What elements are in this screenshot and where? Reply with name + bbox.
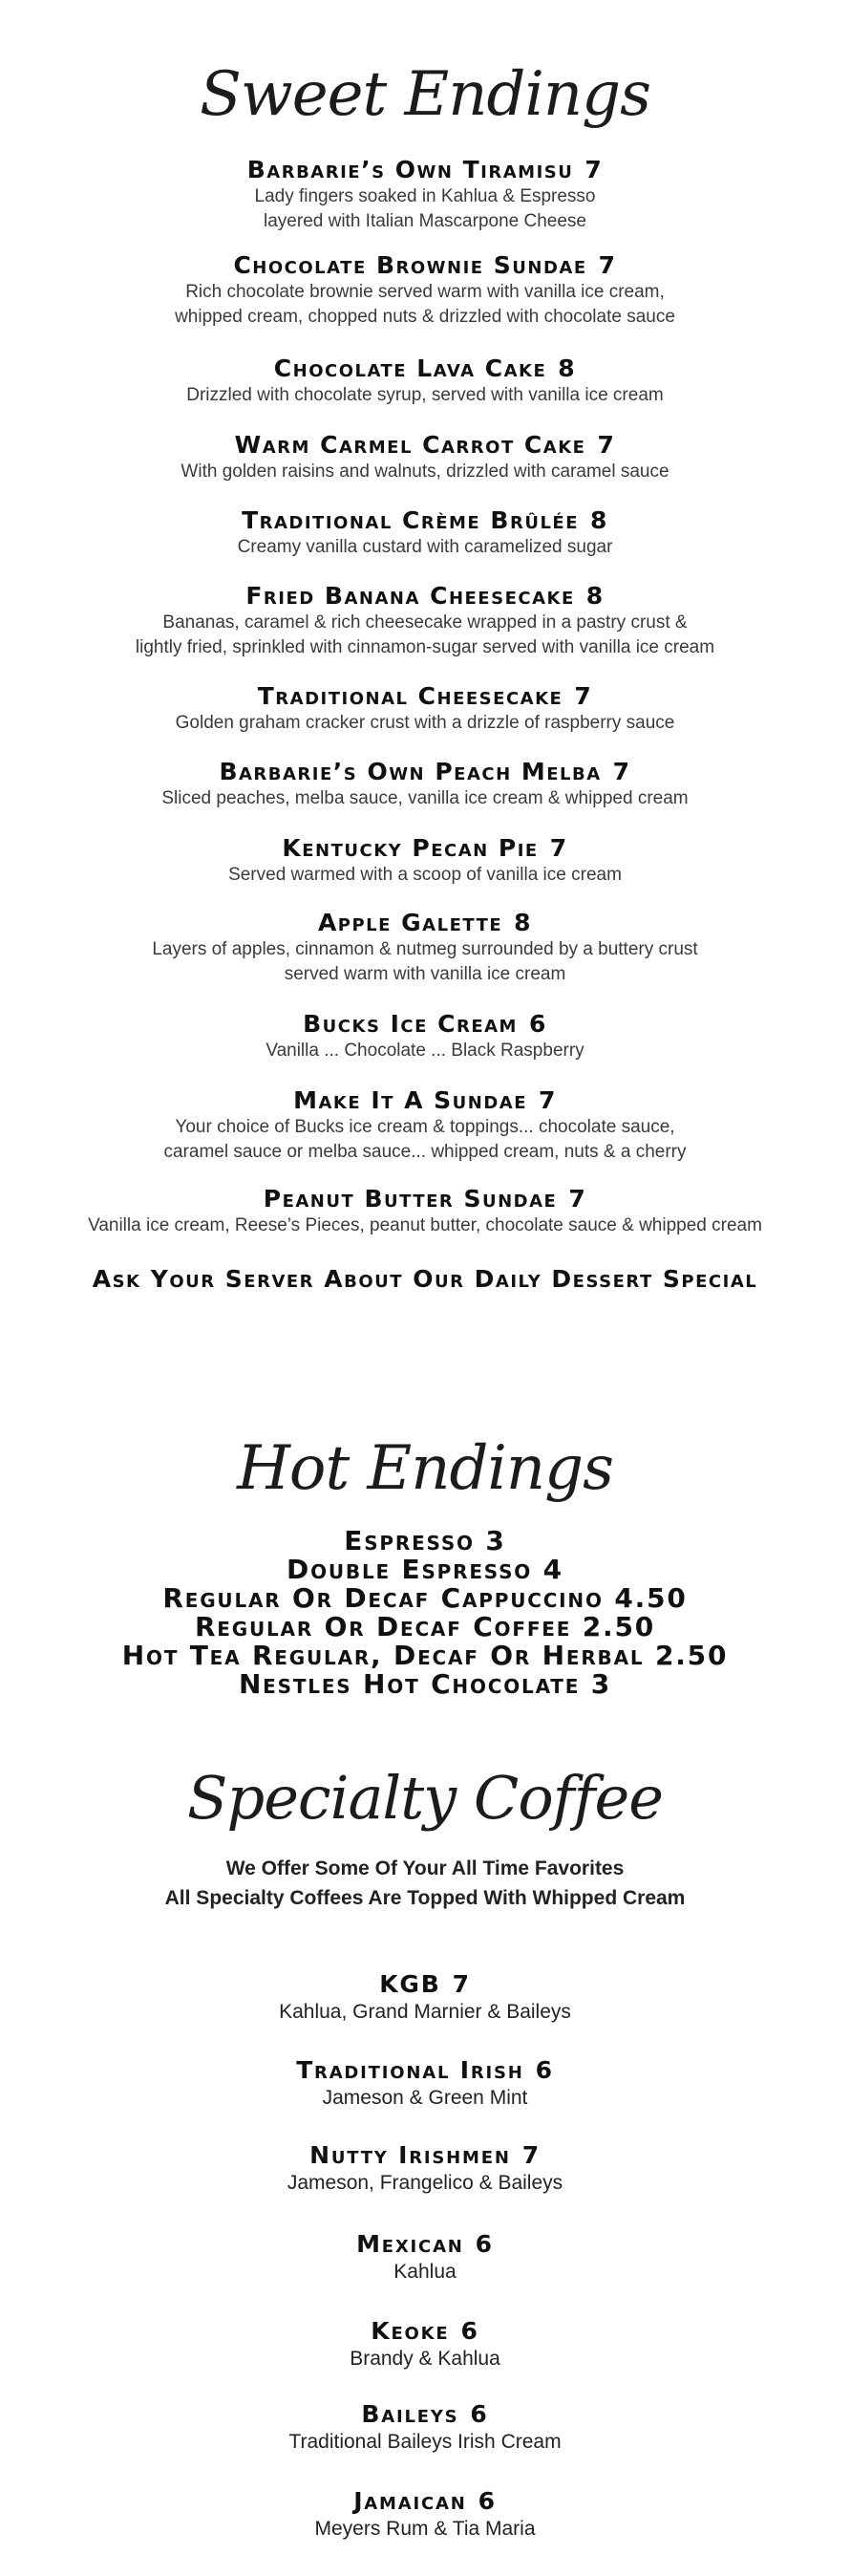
dessert-name: Fried Banana Cheesecake [245, 582, 575, 610]
coffee-name: KGB [379, 1970, 441, 1998]
dessert-item-peanut-butter-sundae [0, 1185, 850, 1238]
coffee-price: 6 [478, 2487, 497, 2515]
dessert-item-brownie-sundae [0, 251, 850, 330]
dessert-description: Rich chocolate brownie served warm with vanilla ice cream, [185, 282, 665, 302]
specialty-coffee-title: Specialty Coffee [187, 1763, 663, 1833]
dessert-description: Vanilla ice cream, Reese’s Pieces, peanut butter, chocolate sauce & whipped cream [88, 1215, 762, 1235]
dessert-name: Peanut Butter Sundae [263, 1185, 558, 1213]
hot-endings-title: Hot Endings [237, 1433, 613, 1504]
dessert-name: Make It A Sundae [293, 1086, 528, 1114]
hot-item: Double Espresso 4 [287, 1554, 563, 1585]
dessert-name: Traditional Cheesecake [257, 682, 563, 710]
dessert-item-ice-cream [0, 1010, 850, 1063]
dessert-item-creme-brulee [0, 506, 850, 560]
coffee-name: Jamaican [353, 2487, 467, 2515]
dessert-price: 7 [549, 834, 568, 862]
dessert-price: 7 [574, 682, 593, 710]
dessert-price: 7 [598, 251, 617, 279]
dessert-description: Your choice of Bucks ice cream & toppings... chocolate sauce, [175, 1117, 675, 1137]
coffee-description: Jameson & Green Mint [322, 2087, 528, 2109]
dessert-price: 7 [568, 1185, 587, 1213]
coffee-name: Mexican [356, 2230, 464, 2258]
coffee-name: Nutty Irishmen [309, 2141, 511, 2169]
dessert-name: Barbarie’s Own Tiramisu [246, 156, 574, 183]
specialty-coffee-intro [0, 1854, 850, 1913]
dessert-price: 8 [585, 582, 605, 610]
dessert-price: 6 [528, 1010, 547, 1038]
hot-item: Hot Tea Regular, Decaf Or Herbal 2.50 [121, 1640, 729, 1671]
coffee-item-keoke [0, 2317, 850, 2372]
coffee-description: Jameson, Frangelico & Baileys [287, 2172, 563, 2194]
dessert-item-tiramisu [0, 156, 850, 234]
coffee-item-nutty-irishmen [0, 2141, 850, 2197]
dessert-price: 7 [584, 156, 604, 183]
hot-item: Regular Or Decaf Coffee 2.50 [194, 1611, 656, 1642]
dessert-price: 8 [590, 506, 608, 534]
daily-special-note: Ask Your Server About Our Daily Dessert Special [92, 1265, 758, 1293]
dessert-name: Traditional Crème Brûlée [242, 506, 580, 534]
hot-endings-list [0, 1527, 850, 1699]
coffee-description: Meyers Rum & Tia Maria [314, 2518, 536, 2540]
coffee-item-jamaican [0, 2487, 850, 2543]
dessert-description: Vanilla ... Chocolate ... Black Raspberry [266, 1041, 584, 1061]
coffee-description: Kahlua, Grand Marnier & Baileys [279, 2001, 571, 2023]
dessert-price: 8 [514, 909, 533, 936]
hot-item: Regular Or Decaf Cappuccino 4.50 [162, 1582, 688, 1614]
coffee-price: 6 [470, 2400, 489, 2428]
dessert-name: Chocolate Lava Cake [273, 354, 547, 382]
dessert-description: Lady fingers soaked in Kahlua & Espresso [254, 186, 596, 206]
coffee-price: 6 [475, 2230, 494, 2258]
coffee-description: Brandy & Kahlua [350, 2348, 500, 2370]
coffee-price: 7 [452, 1970, 471, 1998]
coffee-price: 6 [460, 2317, 479, 2345]
dessert-name: Apple Galette [317, 909, 503, 936]
dessert-description: layered with Italian Mascarpone Cheese [264, 211, 586, 231]
coffee-item-mexican [0, 2230, 850, 2286]
dessert-name: Chocolate Brownie Sundae [233, 251, 587, 279]
dessert-item-apple-galette [0, 909, 850, 987]
dessert-price: 7 [539, 1086, 557, 1114]
dessert-item-make-it-a-sundae [0, 1086, 850, 1165]
dessert-description: Served warmed with a scoop of vanilla ice cream [228, 865, 622, 885]
dessert-item-cheesecake [0, 682, 850, 736]
dessert-name: Barbarie’s Own Peach Melba [219, 758, 602, 785]
dessert-price: 7 [612, 758, 631, 785]
coffee-name: Traditional Irish [296, 2056, 524, 2084]
dessert-price: 7 [597, 431, 616, 459]
coffee-item-kgb [0, 1970, 850, 2026]
intro-line: We Offer Some Of Your All Time Favorites [225, 1857, 625, 1879]
dessert-item-peach-melba [0, 758, 850, 811]
coffee-name: Keoke [371, 2317, 450, 2345]
coffee-item-traditional-irish [0, 2056, 850, 2112]
dessert-price: 8 [558, 354, 577, 382]
dessert-description: Creamy vanilla custard with caramelized sugar [237, 537, 613, 557]
dessert-description: whipped cream, chopped nuts & drizzled with chocolate sauce [175, 307, 675, 327]
hot-item: Espresso 3 [344, 1525, 506, 1556]
dessert-description: served warm with vanilla ice cream [284, 964, 566, 984]
dessert-name: Warm Carmel Carrot Cake [234, 431, 586, 459]
coffee-price: 6 [535, 2056, 554, 2084]
dessert-description: Layers of apples, cinnamon & nutmeg surrounded by a buttery crust [152, 939, 698, 959]
dessert-name: Kentucky Pecan Pie [282, 834, 539, 862]
dessert-item-carrot-cake [0, 431, 850, 484]
coffee-item-baileys [0, 2400, 850, 2456]
dessert-description: Bananas, caramel & rich cheesecake wrapped in a pastry crust & [162, 612, 688, 633]
dessert-description: Drizzled with chocolate syrup, served with vanilla ice cream [186, 385, 664, 405]
sweet-endings-title: Sweet Endings [200, 59, 650, 130]
dessert-description: caramel sauce or melba sauce... whipped cream, nuts & a cherry [163, 1142, 687, 1162]
dessert-description: lightly fried, sprinkled with cinnamon-sugar served with vanilla ice cream [135, 637, 715, 657]
dessert-description: Sliced peaches, melba sauce, vanilla ice cream & whipped cream [161, 788, 689, 808]
dessert-description: Golden graham cracker crust with a drizzle of raspberry sauce [175, 713, 675, 733]
dessert-description: With golden raisins and walnuts, drizzled with caramel sauce [181, 462, 669, 482]
coffee-price: 7 [521, 2141, 541, 2169]
dessert-item-pecan-pie [0, 834, 850, 888]
intro-line: All Specialty Coffees Are Topped With Whipped Cream [164, 1887, 686, 1909]
dessert-item-lava-cake [0, 354, 850, 408]
dessert-name: Bucks Ice Cream [303, 1010, 518, 1038]
coffee-description: Traditional Baileys Irish Cream [288, 2431, 562, 2453]
hot-item: Nestles Hot Chocolate 3 [238, 1668, 612, 1700]
coffee-description: Kahlua [393, 2261, 457, 2283]
dessert-item-fried-banana-cheesecake [0, 582, 850, 660]
coffee-name: Baileys [361, 2400, 459, 2428]
